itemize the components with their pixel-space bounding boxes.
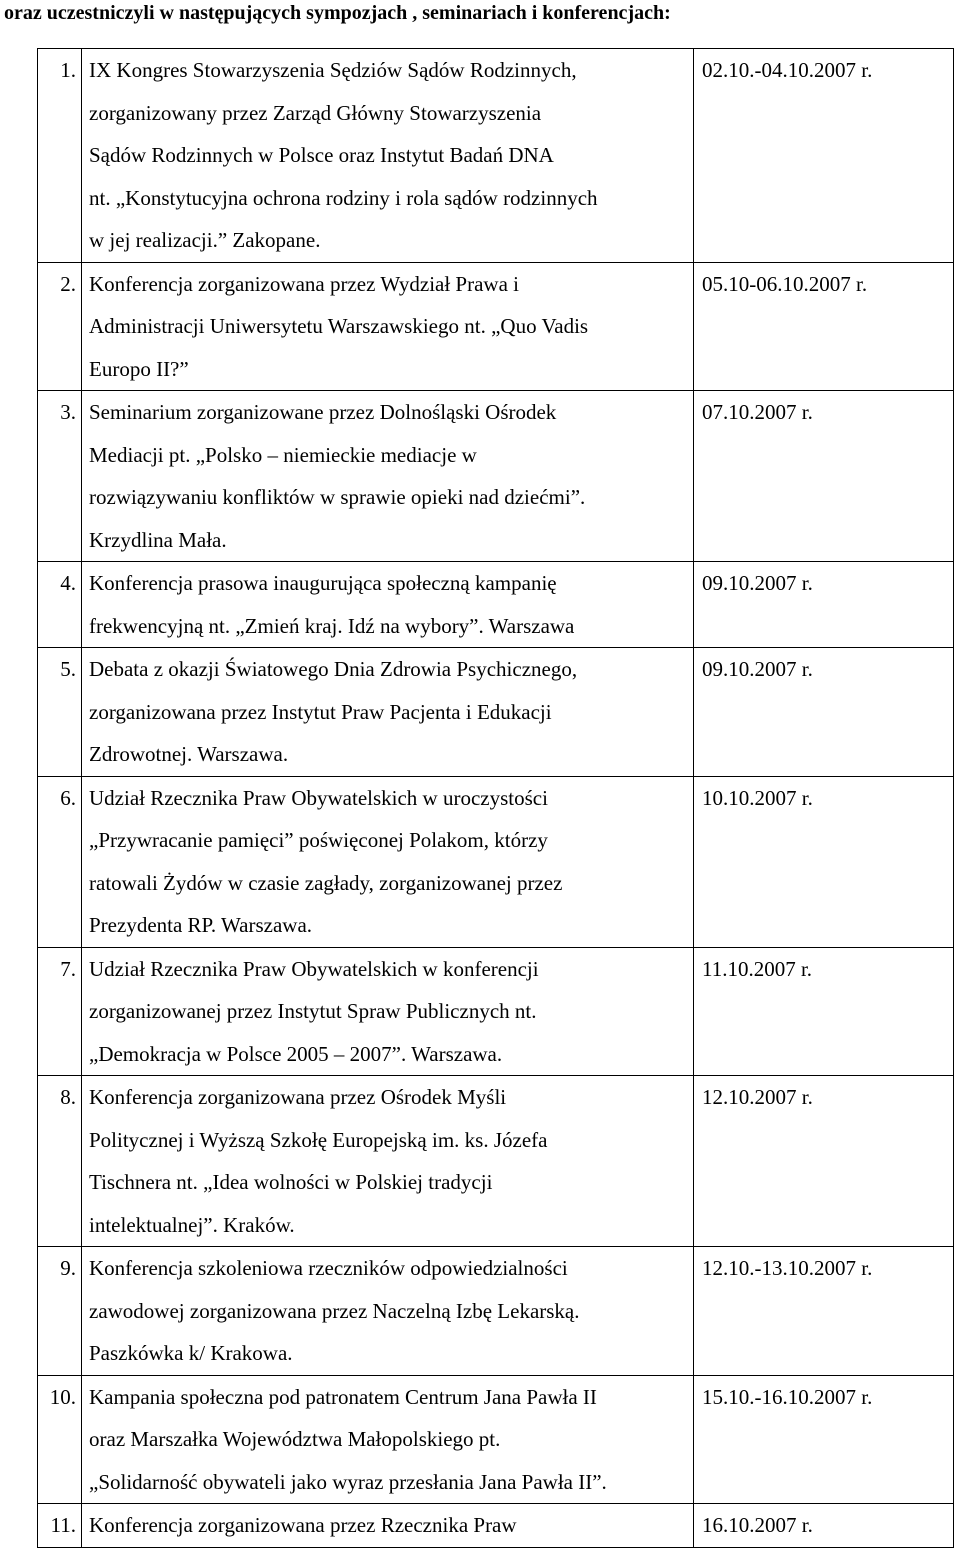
event-description-line: Paszkówka k/ Krakowa. [89,1341,293,1365]
event-description [82,1076,694,1247]
event-row [38,391,954,562]
event-description [82,1504,694,1548]
event-description [82,1247,694,1376]
event-row [38,1247,954,1376]
event-description-line: Administracji Uniwersytetu Warszawskiego nt. „Quo Vadis [89,314,589,338]
event-number: 7. [38,947,82,1076]
event-date: 12.10.-13.10.2007 r. [694,1247,954,1376]
event-description-line: oraz Marszałka Województwa Małopolskiego pt. [89,1427,501,1451]
event-description-line: Konferencja zorganizowana przez Wydział Prawa i [89,271,519,296]
event-description-line: Prezydenta RP. Warszawa. [89,913,313,937]
event-description [82,562,694,648]
event-description-line: zorganizowanej przez Instytut Spraw Publicznych nt. [89,999,537,1023]
event-number: 1. [38,49,82,263]
event-date: 05.10-06.10.2007 r. [694,262,954,391]
event-description-line: „Przywracanie pamięci” poświęconej Polakom, którzy [89,828,548,852]
event-description-line: intelektualnej”. Kraków. [89,1212,295,1237]
event-description-line: Konferencja zorganizowana przez Ośrodek Myśli [89,1085,507,1109]
event-date: 12.10.2007 r. [694,1076,954,1247]
event-description-line: Konferencja prasowa inaugurująca społeczną kampanię [89,571,557,595]
event-description-line: Politycznej i Wyższą Szkołę Europejską im. ks. Józefa [89,1127,548,1152]
event-date: 09.10.2007 r. [694,562,954,648]
event-description-line: Krzydlina Mała. [89,527,227,552]
event-description [82,1375,694,1504]
event-date: 15.10.-16.10.2007 r. [694,1375,954,1504]
event-row [38,648,954,777]
event-description [82,49,694,263]
event-description [82,947,694,1076]
event-number: 10. [38,1375,82,1504]
event-description-line: w jej realizacji.” Zakopane. [89,228,321,252]
event-description [82,776,694,947]
event-date: 02.10.-04.10.2007 r. [694,49,954,263]
event-row [38,1375,954,1504]
event-description-line: IX Kongres Stowarzyszenia Sędziów Sądów Rodzinnych, [89,58,577,82]
event-row [38,262,954,391]
event-number: 9. [38,1247,82,1376]
event-description-line: frekwencyjną nt. „Zmień kraj. Idź na wybory”. Warszawa [89,613,575,638]
event-row [38,562,954,648]
event-date: 16.10.2007 r. [694,1504,954,1548]
event-description-line: Udział Rzecznika Praw Obywatelskich w uroczystości [89,785,548,810]
event-date: 09.10.2007 r. [694,648,954,777]
event-description [82,391,694,562]
event-date: 07.10.2007 r. [694,391,954,562]
event-row [38,1504,954,1548]
event-description-line: Sądów Rodzinnych w Polsce oraz Instytut Badań DNA [89,143,554,167]
event-description-line: „Solidarność obywateli jako wyraz przesłania Jana Pawła II”. [89,1469,607,1494]
event-description-line: Udział Rzecznika Praw Obywatelskich w konferencji [89,956,539,981]
event-description-line: Europo II?” [89,356,189,381]
event-description-line: rozwiązywaniu konfliktów w sprawie opieki nad dziećmi”. [89,485,586,509]
event-description-line: Kampania społeczna pod patronatem Centrum Jana Pawła II [89,1384,597,1409]
event-date: 11.10.2007 r. [694,947,954,1076]
event-number: 4. [38,562,82,648]
event-description-line: ratowali Żydów w czasie zagłady, zorganizowanej przez [89,870,563,895]
event-description [82,648,694,777]
event-description-line: Tischnera nt. „Idea wolności w Polskiej tradycji [89,1170,493,1194]
event-description [82,262,694,391]
event-description-line: Mediacji pt. „Polsko – niemieckie mediacje w [89,442,477,467]
event-row [38,1076,954,1247]
event-description-line: Debata z okazji Światowego Dnia Zdrowia Psychicznego, [89,657,578,681]
event-number: 11. [38,1504,82,1548]
event-description-line: Seminarium zorganizowane przez Dolnośląski Ośrodek [89,400,557,424]
events-table-body [38,49,954,1548]
event-row [38,947,954,1076]
event-number: 5. [38,648,82,777]
event-number: 2. [38,262,82,391]
event-description-line: Konferencja szkoleniowa rzeczników odpowiedzialności [89,1256,568,1280]
event-date: 10.10.2007 r. [694,776,954,947]
event-description-line: zawodowej zorganizowana przez Naczelną Izbę Lekarską. [89,1298,580,1323]
events-table [37,48,954,1548]
event-description-line: Konferencja zorganizowana przez Rzecznika Praw [89,1513,517,1537]
event-description-line: zorganizowana przez Instytut Praw Pacjenta i Edukacji [89,699,552,724]
event-number: 6. [38,776,82,947]
event-row [38,776,954,947]
event-number: 3. [38,391,82,562]
event-description-line: nt. „Konstytucyjna ochrona rodziny i rola sądów rodzinnych [89,185,598,210]
event-description-line: Zdrowotnej. Warszawa. [89,742,289,766]
event-description-line: zorganizowany przez Zarząd Główny Stowarzyszenia [89,100,542,125]
event-description-line: „Demokracja w Polsce 2005 – 2007”. Warszawa. [89,1041,503,1066]
event-number: 8. [38,1076,82,1247]
page-heading: oraz uczestniczyli w następujących sympozjach , seminariach i konferencjach: [4,2,671,24]
event-row [38,49,954,263]
